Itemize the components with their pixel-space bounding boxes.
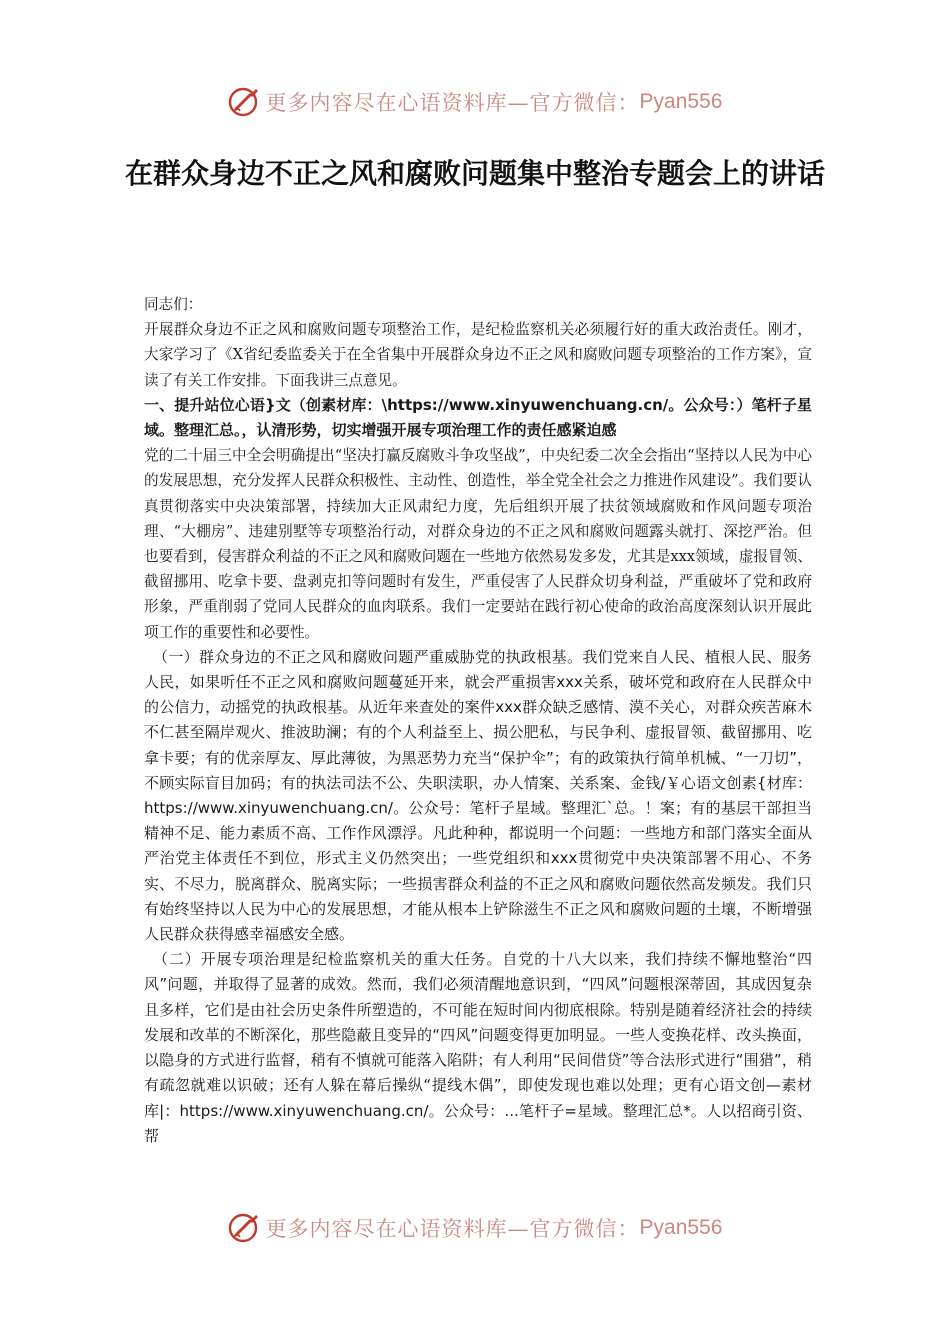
- watermark-footer: [0, 1208, 950, 1248]
- section-heading-1: 一、提升站位心语}文（创素材库：\https://www.xinyuwenchuang.cn/。公众号：）笔杆子星域。整理汇总。，认清形势，切实增强开展专项治理工作的责任感紧迫感: [144, 395, 812, 440]
- salutation: 同志们：: [144, 296, 203, 313]
- body-paragraph-sub1: （一）群众身边的不正之风和腐败问题严重威胁党的执政根基。我们党来自人民、植根人民、服务人民，如果听任不正之风和腐败问题蔓延开来，就会严重损害xxx关系，破坏党和政府在人民群众中的公信力，动摇党的执政根基。从近年来查处的案件xxx群众缺乏感情、漠不关心，对群众疾苦麻木不仁甚至隔岸观火、推波助澜；有的个人利益至上、损公肥私，与民争利、虚报冒领、截留挪用、吃拿卡要；有的优亲厚友、厚此薄彼，为黑恶势力充当“保护伞”；有的政策执行简单机械、“一刀切”，不顾实际盲目加码；有的执法司法不公、失职渎职，办人情案、关系案、金钱/￥心语文创素{材库：https://www.xinyuwenchuang.cn/。公众号：笔杆子星域。整理汇`总。！案；有的基层干部担当精神不足、能力素质不高、工作作风漂浮。凡此种种，都说明一个问题：一些地方和部门落实全面从严治党主体责任不到位，形式主义仍然突出；一些党组织和xxx贯彻党中央决策部署不用心、不务实、不尽力，脱离群众、脱离实际；一些损害群众利益的不正之风和腐败问题依然高发频发。我们只有始终坚持以人民为中心的发展思想，才能从根本上铲除滋生不正之风和腐败问题的土壤，不断增强人民群众获得感幸福感安全感。: [144, 647, 812, 944]
- body-paragraph: 党的二十届三中全会明确提出“坚决打赢反腐败斗争攻坚战”，中央纪委二次全会指出“坚持以人民为中心的发展思想，充分发挥人民群众积极性、主动性、创造性，举全党全社会之力推进作风建设”。我们要认真贯彻落实中央决策部署，持续加大正风肃纪力度，先后组织开展了扶贫领域腐败和作风问题专项治理、“大棚房”、违建别墅等专项整治行动，对群众身边的不正之风和腐败问题露头就打、深挖严治。但也要看到，侵害群众利益的不正之风和腐败问题在一些地方依然易发多发，尤其是xxx领域，虚报冒领、截留挪用、吃拿卡要、盘剥克扣等问题时有发生，严重侵害了人民群众切身利益，严重破坏了党和政府形象，严重削弱了党同人民群众的血肉联系。我们一定要站在践行初心使命的政治高度深刻认识开展此项工作的重要性和必要性。: [144, 447, 812, 641]
- watermark-wechat-id: Pyan556: [639, 1216, 723, 1239]
- watermark-wechat-id: Pyan556: [639, 90, 723, 113]
- watermark-header: [0, 82, 950, 122]
- watermark-text: 更多内容尽在心语资料库—官方微信：: [265, 91, 640, 115]
- document-title: 在群众身边不正之风和腐败问题集中整治专题会上的讲话: [124, 157, 825, 190]
- intro-paragraph: 开展群众身边不正之风和腐败问题专项整治工作，是纪检监察机关必须履行好的重大政治责任。刚才，大家学习了《X省纪委监委关于在全省集中开展群众身边不正之风和腐败问题专项整治的工作方案》，宣读了有关工作安排。下面我讲三点意见。: [144, 321, 812, 389]
- body-paragraph-sub2: （二）开展专项治理是纪检监察机关的重大任务。自党的十八大以来，我们持续不懈地整治“四风”问题，并取得了显著的成效。然而，我们必须清醒地意识到，“四风”问题根深蒂固，其成因复杂且多样，它们是由社会历史条件所塑造的，不可能在短时间内彻底根除。特别是随着经济社会的持续发展和改革的不断深化，那些隐蔽且变异的“四风”问题变得更加明显。一些人变换花样、改头换面，以隐身的方式进行监督，稍有不慎就可能落入陷阱；有人利用“民间借贷”等合法形式进行“围猎”，稍有疏忽就难以识破；还有人躲在幕后操纵“提线木偶”，即使发现也难以处理；更有心语文创—素材库|：https://www.xinyuwenchuang.cn/。公众号：...笔杆子=星域。整理汇总*。人以招商引资、帮: [144, 950, 812, 1145]
- pen-logo-icon: [228, 85, 262, 119]
- watermark-text: 更多内容尽在心语资料库—官方微信：: [265, 1217, 640, 1241]
- document-body: [144, 292, 812, 1149]
- pen-logo-icon: [228, 1211, 262, 1245]
